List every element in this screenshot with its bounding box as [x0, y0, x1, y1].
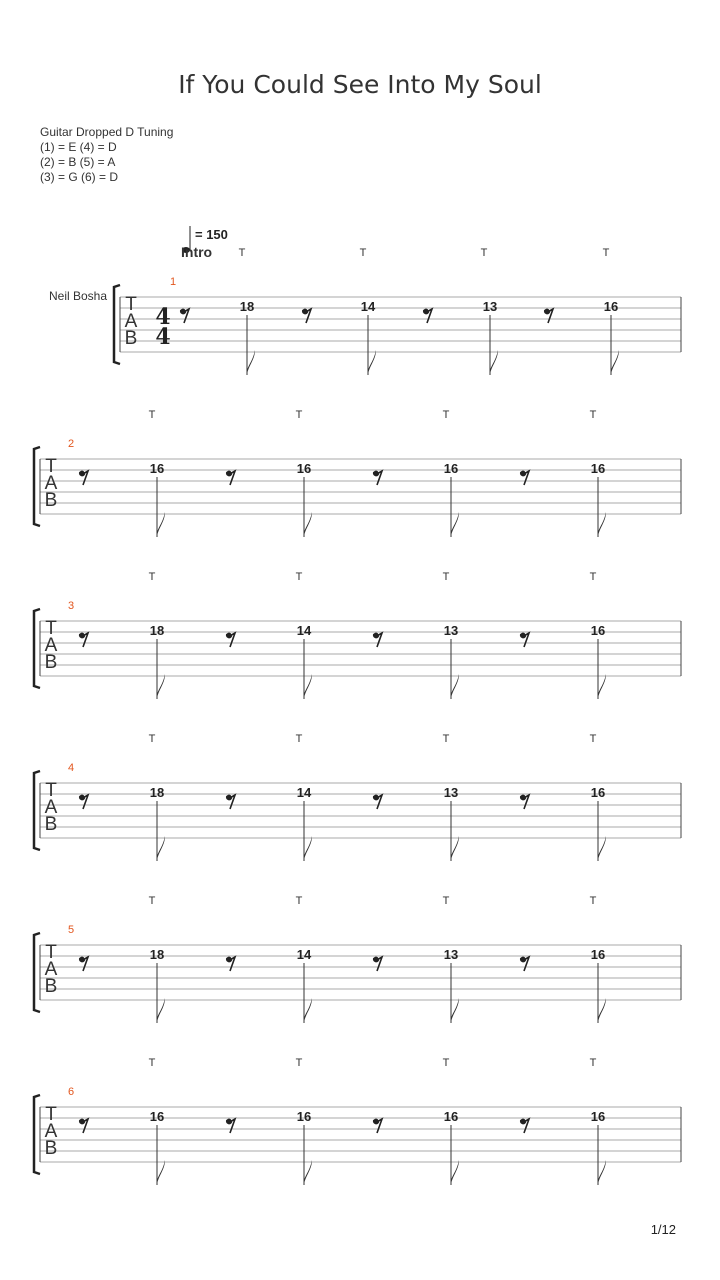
- fret-number: 18: [149, 785, 165, 800]
- tap-marker: T: [148, 733, 156, 745]
- tab-clef-letter: A: [44, 1121, 58, 1142]
- system-bracket: [34, 1095, 40, 1174]
- tab-clef-letter: A: [44, 959, 58, 980]
- eighth-rest-dot: [521, 471, 526, 476]
- eighth-rest-dot: [227, 471, 232, 476]
- note-flag: [598, 674, 606, 699]
- fret-number: 13: [482, 299, 498, 314]
- eighth-rest-dot: [521, 1119, 526, 1124]
- note-flag: [304, 836, 312, 861]
- tab-clef-letter: A: [44, 473, 58, 494]
- fret-number: 16: [590, 461, 606, 476]
- fret-number: 16: [296, 1109, 312, 1124]
- fret-number: 18: [239, 299, 255, 314]
- measure-number: 5: [68, 924, 75, 936]
- fret-number: 16: [603, 299, 619, 314]
- tab-clef-letter: B: [44, 652, 58, 673]
- measure-number: 2: [68, 438, 75, 450]
- eighth-rest-dot: [521, 795, 526, 800]
- note-flag: [368, 350, 376, 375]
- system-bracket: [34, 771, 40, 850]
- tap-marker: T: [442, 895, 450, 907]
- note-flag: [304, 1160, 312, 1185]
- fret-number: 16: [590, 947, 606, 962]
- fret-number: 18: [149, 623, 165, 638]
- fret-number: 16: [296, 461, 312, 476]
- eighth-rest-dot: [227, 633, 232, 638]
- track-name: Neil Bosha: [49, 289, 108, 303]
- fret-number: 13: [443, 947, 459, 962]
- tab-clef-letter: B: [124, 328, 138, 349]
- tap-marker: T: [295, 409, 303, 421]
- tab-system: [34, 1057, 681, 1185]
- tap-marker: T: [602, 247, 610, 259]
- tab-clef-letter: T: [45, 1104, 57, 1125]
- note-flag: [157, 1160, 165, 1185]
- fret-number: 16: [149, 461, 165, 476]
- tab-system: [34, 571, 681, 699]
- note-flag: [451, 512, 459, 537]
- tuning-line: (1) = E (4) = D: [40, 140, 117, 154]
- system-bracket: [34, 447, 40, 526]
- tab-clef-letter: T: [45, 780, 57, 801]
- tab-system: [34, 409, 681, 537]
- tap-marker: T: [359, 247, 367, 259]
- tab-clef-letter: A: [44, 797, 58, 818]
- fret-number: 13: [443, 623, 459, 638]
- tab-system: [114, 247, 681, 375]
- eighth-rest-dot: [374, 633, 379, 638]
- tab-clef-letter: T: [45, 456, 57, 477]
- tap-marker: T: [589, 409, 597, 421]
- song-title: If You Could See Into My Soul: [178, 70, 542, 99]
- eighth-rest-dot: [374, 471, 379, 476]
- tab-clef-letter: T: [45, 942, 57, 963]
- eighth-rest-dot: [80, 795, 85, 800]
- system-bracket: [34, 609, 40, 688]
- fret-number: 18: [149, 947, 165, 962]
- note-flag: [611, 350, 619, 375]
- measure-number: 1: [170, 276, 177, 288]
- note-flag: [157, 998, 165, 1023]
- note-flag: [157, 512, 165, 537]
- tap-marker: T: [480, 247, 488, 259]
- page-number: 1/12: [650, 1222, 676, 1237]
- tap-marker: T: [589, 895, 597, 907]
- note-flag: [304, 512, 312, 537]
- tap-marker: T: [442, 409, 450, 421]
- tap-marker: T: [589, 1057, 597, 1069]
- fret-number: 16: [590, 623, 606, 638]
- tap-marker: T: [238, 247, 246, 259]
- note-flag: [247, 350, 255, 375]
- note-flag: [451, 1160, 459, 1185]
- eighth-rest-dot: [374, 1119, 379, 1124]
- note-flag: [304, 674, 312, 699]
- fret-number: 14: [296, 623, 312, 638]
- fret-number: 16: [443, 1109, 459, 1124]
- time-signature-bottom: 4: [155, 324, 171, 350]
- system-bracket: [34, 933, 40, 1012]
- tab-clef-letter: B: [44, 814, 58, 835]
- tap-marker: T: [589, 571, 597, 583]
- note-flag: [598, 512, 606, 537]
- systems: [34, 247, 681, 1185]
- tap-marker: T: [589, 733, 597, 745]
- eighth-rest-dot: [227, 957, 232, 962]
- fret-number: 14: [360, 299, 376, 314]
- tab-clef-letter: B: [44, 1138, 58, 1159]
- tuning-line: (2) = B (5) = A: [40, 155, 116, 169]
- eighth-rest-dot: [521, 633, 526, 638]
- note-flag: [451, 998, 459, 1023]
- note-flag: [598, 836, 606, 861]
- measure-number: 3: [68, 600, 75, 612]
- fret-number: 16: [590, 1109, 606, 1124]
- time-signature-top: 4: [155, 304, 171, 330]
- tab-clef-letter: T: [45, 618, 57, 639]
- tab-system: [34, 733, 681, 861]
- tap-marker: T: [148, 895, 156, 907]
- note-flag: [598, 998, 606, 1023]
- eighth-rest-dot: [374, 957, 379, 962]
- fret-number: 14: [296, 785, 312, 800]
- eighth-rest-dot: [521, 957, 526, 962]
- tap-marker: T: [148, 571, 156, 583]
- eighth-rest-dot: [80, 957, 85, 962]
- tap-marker: T: [442, 733, 450, 745]
- note-flag: [490, 350, 498, 375]
- tap-marker: T: [295, 571, 303, 583]
- measure-number: 4: [68, 762, 75, 774]
- tap-marker: T: [148, 409, 156, 421]
- fret-number: 13: [443, 785, 459, 800]
- tap-marker: T: [148, 1057, 156, 1069]
- fret-number: 16: [149, 1109, 165, 1124]
- eighth-rest-dot: [424, 309, 429, 314]
- fret-number: 16: [443, 461, 459, 476]
- note-flag: [157, 836, 165, 861]
- tab-clef-letter: A: [124, 311, 138, 332]
- tap-marker: T: [295, 1057, 303, 1069]
- tab-clef-letter: A: [44, 635, 58, 656]
- tap-marker: T: [442, 571, 450, 583]
- note-flag: [598, 1160, 606, 1185]
- tap-marker: T: [442, 1057, 450, 1069]
- tap-marker: T: [295, 895, 303, 907]
- eighth-rest-dot: [80, 633, 85, 638]
- system-bracket: [114, 285, 120, 364]
- eighth-rest-dot: [303, 309, 308, 314]
- tab-clef-letter: B: [44, 490, 58, 511]
- eighth-rest-dot: [227, 1119, 232, 1124]
- eighth-rest-dot: [227, 795, 232, 800]
- tuning-heading: Guitar Dropped D Tuning: [40, 125, 174, 139]
- eighth-rest-dot: [181, 309, 186, 314]
- tab-system: [34, 895, 681, 1023]
- measure-number: 6: [68, 1086, 75, 1098]
- tab-clef-letter: B: [44, 976, 58, 997]
- tempo-text: = 150: [195, 227, 228, 242]
- eighth-rest-dot: [80, 1119, 85, 1124]
- note-flag: [157, 674, 165, 699]
- fret-number: 16: [590, 785, 606, 800]
- tab-clef-letter: T: [125, 294, 137, 315]
- note-flag: [304, 998, 312, 1023]
- tuning-line: (3) = G (6) = D: [40, 170, 119, 184]
- eighth-rest-dot: [545, 309, 550, 314]
- note-flag: [451, 674, 459, 699]
- tap-marker: T: [295, 733, 303, 745]
- eighth-rest-dot: [80, 471, 85, 476]
- note-flag: [451, 836, 459, 861]
- section-label: Intro: [181, 244, 213, 260]
- fret-number: 14: [296, 947, 312, 962]
- eighth-rest-dot: [374, 795, 379, 800]
